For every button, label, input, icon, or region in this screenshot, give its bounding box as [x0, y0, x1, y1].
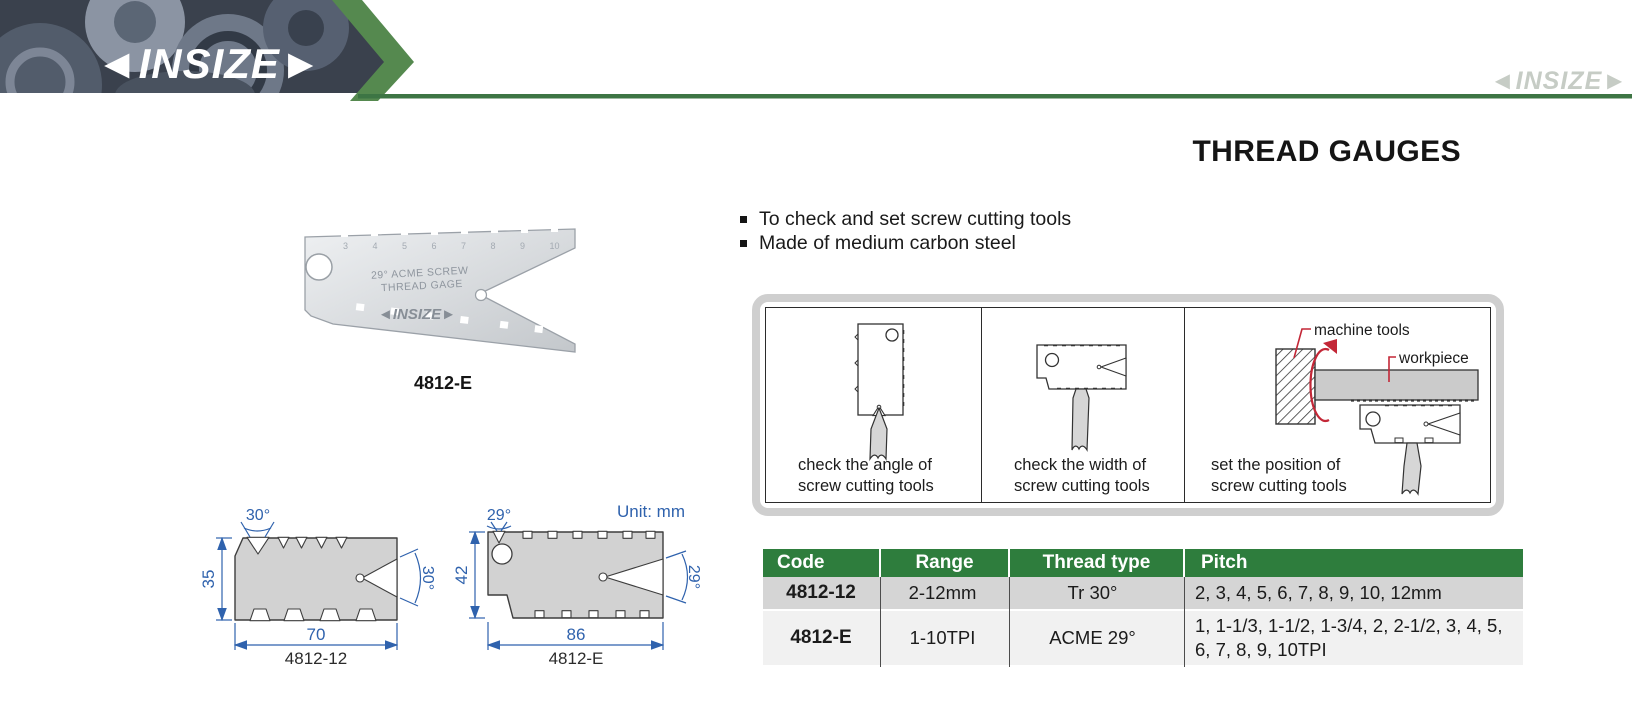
dim-top-angle-4812-12: 30°: [245, 507, 271, 524]
panel-caption: [1211, 455, 1347, 496]
dim-top-angle-4812-e: 29°: [486, 507, 512, 524]
drawing-4812-e: [452, 502, 702, 668]
feature-item: [740, 207, 1071, 231]
cell-code: 4812-12: [786, 582, 856, 603]
usage-panel-check-width: [982, 308, 1185, 502]
hanging-hole: [306, 254, 332, 280]
table-column-divider: [1009, 577, 1010, 667]
page-title: THREAD GAUGES: [1192, 135, 1461, 168]
machine-chuck: [1276, 349, 1315, 424]
insize-logo: ◄INSIZE►: [96, 40, 323, 87]
square-bullet-icon: [740, 240, 747, 247]
cell-pitch: 1, 1-1/3, 1-1/2, 1-3/4, 2, 2-1/2, 3, 4, 5, 6, 7, 8, 9, 10TPI: [1195, 615, 1503, 660]
table-row: [763, 577, 1523, 609]
feature-text: Made of medium carbon steel: [759, 232, 1016, 254]
feature-list: [740, 207, 1071, 255]
usage-panel-check-angle: [766, 308, 982, 502]
cell-code: 4812-E: [790, 627, 852, 648]
dim-height-4812-12: 35: [199, 569, 218, 589]
table-header-row: [763, 549, 1523, 577]
dim-width-4812-e: 86: [566, 625, 586, 644]
drawing-caption: 4812-12: [284, 649, 348, 668]
workpiece-label: workpiece: [1399, 350, 1469, 367]
gauge-engraving: THREAD GAGE: [380, 277, 464, 295]
column-header-pitch: Pitch: [1185, 549, 1523, 577]
square-bullet-icon: [740, 216, 747, 223]
cutting-tool: [1402, 443, 1421, 494]
spec-table: [763, 549, 1523, 665]
caption-line: screw cutting tools: [798, 476, 934, 495]
cell-pitch: 2, 3, 4, 5, 6, 7, 8, 9, 10, 12mm: [1195, 582, 1442, 603]
usage-panel-set-position: [1185, 308, 1490, 502]
column-header-range: Range: [881, 549, 1008, 577]
panel-caption: [798, 455, 934, 496]
panel-caption: [1014, 455, 1150, 496]
usage-illustration-box: [752, 294, 1504, 516]
thread-gauge-plate: [305, 225, 575, 352]
cutting-tool: [1072, 389, 1089, 450]
header-banner: [0, 0, 1632, 101]
machine-tools-label: machine tools: [1314, 322, 1410, 339]
dim-side-angle-4812-12: 30°: [419, 565, 436, 591]
dim-height-4812-e: 42: [452, 565, 471, 585]
insize-watermark-logo: ◄INSIZE►: [1489, 67, 1628, 95]
dim-side-angle-4812-e: 29°: [685, 564, 702, 590]
gauge-scale-numbers: 3 4 5 6 7 8 9 10: [343, 241, 560, 251]
drawing-caption: 4812-E: [548, 649, 604, 668]
feature-text: To check and set screw cutting tools: [759, 208, 1072, 230]
cell-thread-type: ACME 29°: [1049, 627, 1136, 648]
table-column-divider: [1184, 577, 1185, 667]
column-header-thread-type: Thread type: [1010, 549, 1183, 577]
unit-label: Unit: mm: [617, 502, 685, 521]
caption-line: check the width of: [1014, 456, 1147, 474]
table-row: [763, 611, 1523, 665]
feature-item: [740, 231, 1071, 255]
caption-line: screw cutting tools: [1211, 476, 1347, 495]
photo-caption: 4812-E: [413, 373, 473, 393]
caption-line: set the position of: [1211, 456, 1341, 474]
caption-line: screw cutting tools: [1014, 476, 1150, 495]
workpiece-bar: [1315, 370, 1478, 400]
gauge-engraving: 29° ACME SCREW: [370, 264, 469, 282]
green-rule: [358, 94, 1632, 99]
cell-range: 1-10TPI: [909, 627, 976, 648]
technical-drawings: [190, 470, 730, 675]
dim-width-4812-12: 70: [306, 625, 326, 644]
gauge-brand-engraving: ◄INSIZE►: [378, 306, 457, 323]
column-header-code: Code: [763, 549, 879, 577]
cell-range: 2-12mm: [908, 582, 977, 603]
vnotch-apex-hole: [476, 290, 487, 301]
usage-inner-frame: [765, 307, 1491, 503]
product-photo-4812e: [283, 218, 603, 378]
table-column-divider: [880, 577, 881, 667]
cell-thread-type: Tr 30°: [1067, 582, 1118, 603]
drawing-4812-12: [199, 507, 436, 668]
caption-line: check the angle of: [798, 456, 932, 474]
